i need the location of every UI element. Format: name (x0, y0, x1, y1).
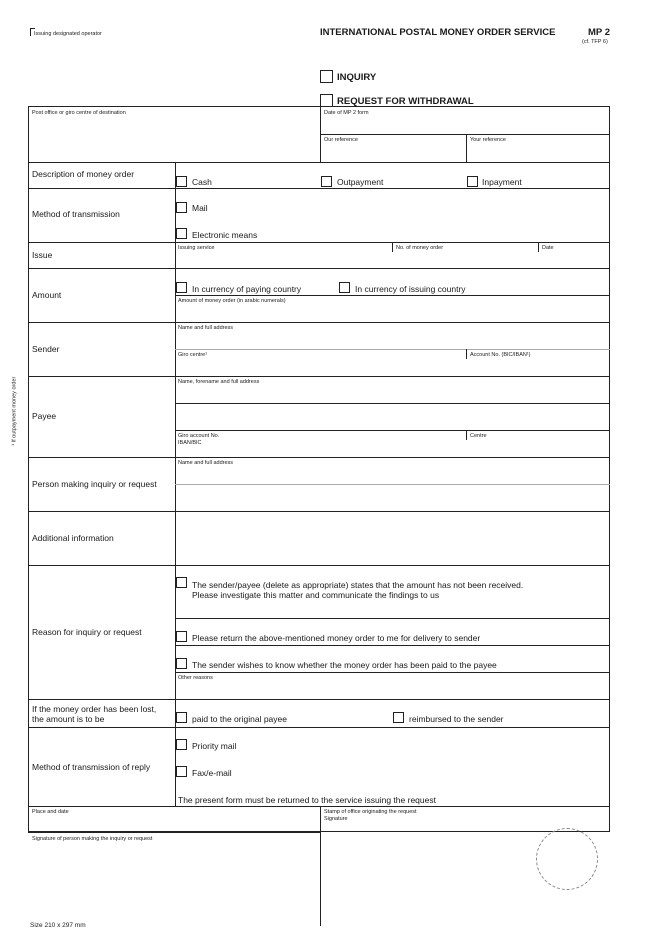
date-form-label: Date of MP 2 form (324, 110, 369, 116)
additional-info-label: Additional information (32, 533, 114, 543)
description-label: Description of money order (32, 169, 135, 179)
reason-not-received-checkbox[interactable] (176, 577, 187, 588)
inpayment-label: Inpayment (482, 177, 522, 187)
reply-method-label: Method of transmission of reply (32, 762, 151, 772)
payee-giro-label: Giro account No. (178, 433, 220, 439)
other-reasons-label: Other reasons (178, 675, 213, 681)
stamp-label: Stamp of office originating the request (324, 809, 417, 815)
stamp-area[interactable] (536, 828, 598, 890)
payee-name-label: Name, forename and full address (178, 379, 260, 385)
side-footnote: ¹ If outpayment money order (11, 376, 18, 446)
inquiry-label: INQUIRY (337, 72, 377, 83)
electronic-label: Electronic means (192, 230, 258, 240)
mail-checkbox[interactable] (176, 202, 187, 213)
reason-return-checkbox[interactable] (176, 631, 187, 642)
issuing-operator-label: Issuing designated operator (34, 31, 102, 37)
our-reference-label: Our reference (324, 137, 358, 143)
reimbursed-sender-label: reimbursed to the sender (409, 714, 504, 724)
your-reference-label: Your reference (470, 137, 506, 143)
issuing-currency-label: In currency of issuing country (355, 284, 466, 294)
sender-account-label: Account No. (BIC/IBAN¹) (470, 352, 531, 358)
money-order-number-label: No. of money order (396, 245, 444, 251)
reason-paid-text: The sender wishes to know whether the money order has been paid to the payee (192, 660, 497, 670)
payee-centre-label: Centre (470, 433, 487, 439)
form-code-ref: (cf. TFP 6) (582, 39, 608, 45)
reason-not-received-text-1: The sender/payee (delete as appropriate) states that the amount has not been received. (192, 580, 524, 590)
inquiry-checkbox[interactable] (320, 70, 333, 83)
signature-label: Signature of person making the inquiry or request (32, 836, 153, 842)
lost-label-line1: If the money order has been lost, (32, 704, 157, 714)
issue-date-label: Date (542, 245, 554, 251)
reason-paid-checkbox[interactable] (176, 658, 187, 669)
reason-return-text: Please return the above-mentioned money order to me for delivery to sender (192, 633, 481, 643)
request-withdrawal-label: REQUEST FOR WITHDRAWAL (337, 96, 474, 107)
priority-mail-label: Priority mail (192, 741, 237, 751)
sender-label: Sender (32, 344, 60, 354)
issuing-currency-checkbox[interactable] (339, 282, 350, 293)
reason-label: Reason for inquiry or request (32, 627, 142, 637)
priority-mail-checkbox[interactable] (176, 739, 187, 750)
sender-name-label: Name and full address (178, 325, 234, 331)
payee-label: Payee (32, 411, 57, 421)
return-note: The present form must be returned to the service issuing the request (178, 795, 436, 805)
cash-checkbox[interactable] (176, 176, 187, 187)
paid-original-payee-checkbox[interactable] (176, 712, 187, 723)
issuing-service-label: Issuing service (178, 245, 215, 251)
transmission-label: Method of transmission (32, 209, 120, 219)
fax-email-label: Fax/e-mail (192, 768, 232, 778)
reason-not-received-text-2: Please investigate this matter and communicate the findings to us (192, 590, 440, 600)
size-footer: Size 210 x 297 mm (30, 922, 86, 929)
person-label: Person making inquiry or request (32, 479, 157, 489)
paid-original-payee-label: paid to the original payee (192, 714, 287, 724)
form-title: INTERNATIONAL POSTAL MONEY ORDER SERVICE (320, 27, 556, 38)
fax-email-checkbox[interactable] (176, 766, 187, 777)
cash-label: Cash (192, 177, 212, 187)
paying-currency-label: In currency of paying country (192, 284, 302, 294)
amount-label: Amount (32, 290, 62, 300)
inpayment-checkbox[interactable] (467, 176, 478, 187)
sender-giro-label: Giro centre¹ (178, 352, 208, 358)
mail-label: Mail (192, 203, 208, 213)
outpayment-checkbox[interactable] (321, 176, 332, 187)
form-code: MP 2 (588, 27, 611, 38)
issue-label: Issue (32, 250, 53, 260)
electronic-checkbox[interactable] (176, 228, 187, 239)
reimbursed-sender-checkbox[interactable] (393, 712, 404, 723)
post-office-label: Post office or giro centre of destination (32, 110, 126, 116)
lost-label-line2: the amount is to be (32, 714, 105, 724)
paying-currency-checkbox[interactable] (176, 282, 187, 293)
stamp-signature-label: Signature (324, 816, 348, 822)
outpayment-label: Outpayment (337, 177, 384, 187)
payee-iban-label: IBAN/BIC (178, 440, 202, 446)
place-date-label: Place and date (32, 809, 69, 815)
amount-figures-label: Amount of money order (in arabic numerals) (178, 298, 286, 304)
person-name-label: Name and full address (178, 460, 234, 466)
